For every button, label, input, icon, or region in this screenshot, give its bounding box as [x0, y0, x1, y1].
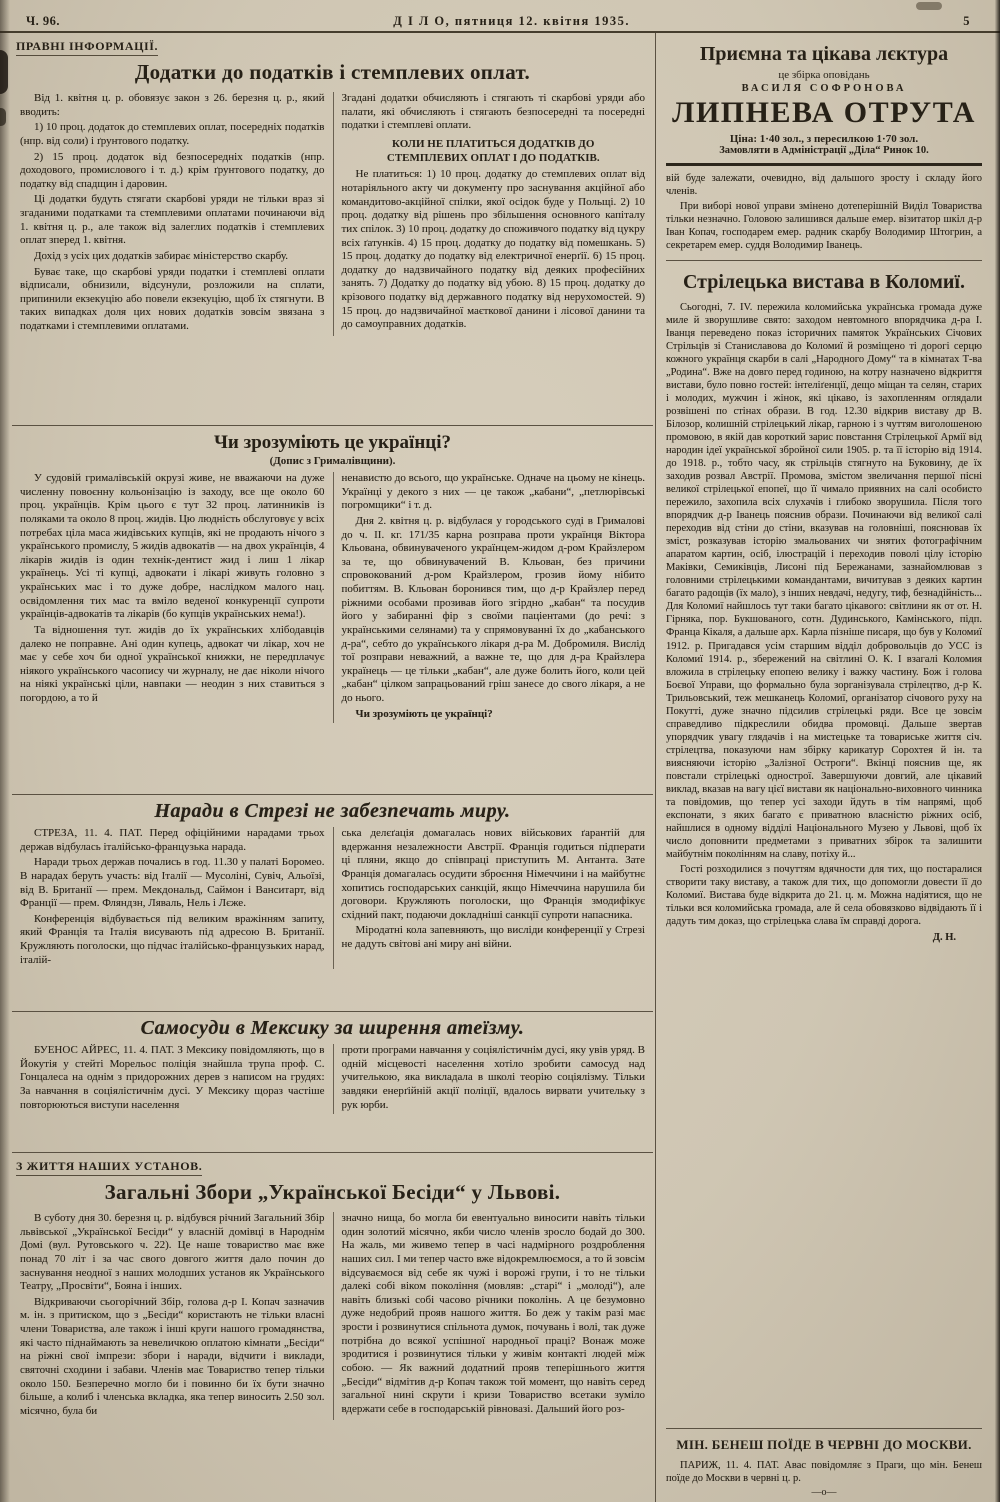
- masthead: [0, 0, 1000, 33]
- ad-price: Ціна: 1·40 зол., з пересилкою 1·70 зол.: [729, 133, 919, 145]
- article-columns: [12, 92, 653, 336]
- paragraph: 1) 10 проц. додаток до стемплевих оплат, посередніх податків (нпр. від соли) і ґрунтового податку.: [20, 121, 325, 147]
- column-1: [12, 92, 333, 336]
- article-columns: [12, 827, 653, 969]
- article-columns: [12, 1044, 653, 1114]
- scan-artifact: [0, 108, 6, 126]
- paragraph: ська делєґація домагалась нових військових ґарантій для вдержання незалежности Австрії. Франція годиться підперати ці пляни, якщо до співпраці приступить М. Антанта. Зате Франція домагалась осудити зброєння Німеччини і на майбутнє хопитись господарських санкцій, якщо Німеччина нарушила би договори. Кружляють поголоски, що Франція змодифікує східний пакт, подаючи докладніші санкції супроти напасника.: [341, 827, 645, 921]
- horizontal-rule: [666, 163, 982, 166]
- article-stresa-talks: [12, 795, 653, 1012]
- paragraph: Чи зрозуміють це українці?: [355, 707, 493, 720]
- paragraph: Та відношення тут. жидів до їх українських хлібодавців далеко не поправне. Ані один купець, адвокат чи лікар, хоч не має у себе хоч би одної української книжки, не передплачує ніякого українського часопису чи журналу, не дає ніколи нічого на ніякі українські ціли, навпаки — неодин з них ставиться з погордою, а то й: [20, 623, 325, 704]
- column-1: [12, 827, 333, 969]
- article-mexico-lynchings: [12, 1012, 653, 1153]
- paragraph: Наради трьох держав почались в год. 11.30 у палаті Боромео. В нарадах беруть участь: від Італії — Мусоліні, Сувіч, Альоїзі, від В. Британії — прем. Мекдональд, Саймон і Ванситарт, від Франції — прем. Фляндзн, Ляваль, Нель і Лєже.: [20, 856, 325, 910]
- section-end-mark: —о—: [811, 1487, 837, 1498]
- article-headline: Наради в Стрезі не забезпечать миру.: [154, 800, 511, 822]
- scan-artifact: [916, 2, 942, 10]
- ad-headline: Приємна та цікава лєктура: [699, 43, 949, 65]
- section-kicker: ПРАВНІ ІНФОРМАЦІЇ.: [16, 39, 158, 56]
- paragraph: ненавистю до всього, що українське. Одначе на цьому не кінець. Українці у декого з них — це також „кабани“, „петлюрівські погромщики“ і т. д.: [341, 472, 645, 512]
- author-signature: Д. Н.: [932, 931, 956, 943]
- article-headline: Загальні Збори „Української Бесіди“ у Львові.: [104, 1180, 561, 1204]
- paragraph: Не платиться: 1) 10 проц. додатку до стемплевих оплат від нотаріяльного акту чи документу про заснування акційної або командитово-акційної спілки, якої осідок буде у Польщі. 2) 10 проц. додатку від рішень про збільшення основного капіталу тих спілок. 3) 10 проц. додатку до споживчого податку від цукру всіх ґатунків. 4) 15 проц. додатку до податку від помешкань. 5) 15 проц. додатку до податку від електричної енерґії. 6) 15 проц. додатку до надзвичайного податку від деяких професійних занять. 7) Додатку до податку від убою. 8) 15 проц. додатку до крізового податку від державного податку від нерухомостей. 9) 15 проц. до надзвичайної маєткової данини і лісової данини та до самоуправних додатків.: [341, 168, 645, 331]
- article-subtitle: (Допис з Грималівщини).: [269, 455, 396, 467]
- issue-number: Ч. 96.: [26, 14, 61, 28]
- left-zone: [0, 33, 656, 1502]
- article-tax-supplements: [12, 33, 653, 426]
- paragraph: проти програми навчання у соціялістичнім дусі, яку увів уряд. В одній місцевості населення хотіло зробити самосуд над учителькою, яка викладала в школі теорію соціялізму. Тільки завдяки енерґійній акції поліції, вдалось вирвати учительку з рук юрби.: [341, 1044, 645, 1111]
- ad-order-info: Замовляти в Адміністрації „Діла“ Ринок 10.: [719, 145, 929, 156]
- paragraph: Згадані додатки обчисляють і стягають ті скарбові уряди або палати, які обчисляють і стягають безпосередні та посередні податки і стемплеві оплати.: [341, 92, 645, 132]
- paragraph: При виборі нової управи змінено дотеперішній Виділ Товариства тільки незначно. Головою залишився дальше емер. візитатор шкіл д-р Іван Копач, господарем емер. радник скарбу Володимир Штогрин, а секретарем емер. суддя Володимир Іванець.: [666, 201, 982, 252]
- scan-edge-line: [995, 0, 1000, 1502]
- paragraph: Ці додатки будуть стягати скарбові уряди не тільки враз зі згаданими податками та стемплевими оплатами починаючи від 1. квітня ц. р., але також від залеглих податків і стемплевих оплат зперед 1. квітня.: [20, 193, 325, 247]
- scan-artifact: [0, 50, 8, 94]
- horizontal-rule: [666, 260, 982, 261]
- book-advertisement: [666, 33, 982, 156]
- article-besida-assembly: [12, 1153, 653, 1502]
- ad-book-title: ЛИПНЕВА ОТРУТА: [672, 96, 976, 129]
- column-1: [12, 1044, 333, 1114]
- page-content: [0, 33, 1000, 1502]
- masthead-title-date: Д І Л О, пятниця 12. квітня 1935.: [393, 14, 631, 28]
- article-benes-moscow: [666, 1422, 982, 1498]
- right-zone: [656, 33, 1000, 1502]
- ad-author: ВАСИЛЯ СОФРОНОВА: [741, 83, 907, 94]
- paragraph: Дня 2. квітня ц. р. відбулася у городського суді в Грималові до ч. II. кг. 171/35 карна розправа проти українця Віктора Кльована, обвинуваченого українцем-жидом д-ром Крайзлером за те, що обвинувачений В. Кльован, без причини спровокований д-ром Крайзлером, грозив йому нібито побиттям. В. Кльован боронився тим, що д-р Крайзлер перед ріжними особами прозивав його згірдно „кабан“ та посудив його у забиранні фір з своїми паціентами (до речі: з українськими селянами) та у спрямовуванні їх до „кабанського д-ра“, себто до українського лікаря д-ра М. Добромиля. Вислід тої розправи неважний, а важне те, що для д-ра Крайзлера українець — це тільки „кабан“, але дуже болить його, коли цей „кабан“ цілком запрацьований гріш занесе до свого лікаря, а не до нього.: [341, 514, 645, 704]
- column-1: [12, 472, 333, 723]
- paragraph: БУЕНОС АЙРЕС, 11. 4. ПАТ. З Мексику повідомляють, що в Йокутія у стейті Морельос поліція знайшла трупа проф. С. Гонцалеса на однім з придорожних дерев з написом на грудях: За навчання в соціялістичнім дусі. У Мексику щораз частіше повторюються виступи населення: [20, 1044, 325, 1111]
- column-2: [333, 1212, 654, 1420]
- paragraph: У судовій грималівській окрузі живе, не вважаючи на дуже численну повоєнну кольонізацію із заходу, все ще около 60 проц. українців. Крім цього є тут 32 проц. латинників із поляками та около 8 проц. жидів. Цю людність обслуговує у всіх потребах ціла маса жидівських купців, які не продають нічого з українського промислу, 5 жидів адвокатів — на двох українців, 4 лікарів жидів із один технік-дентист жид і лиш 1 лікар українець. Усі ті купці, адвокати і лікарі живуть головно з українських мас і то дуже добре, наслідком малого нац. освідомлення тих мас та вміло веденої конкуренції супроти українців-адвокатів та лікарів (бо купців українських нема!).: [20, 472, 325, 621]
- paragraph: значно нища, бо могла би евентуально виносити навіть тільки один золотий місячно, якби число членів зросло бодай до 300. На жаль, ми живемо тепер в часі надмірного роздроблення наших сил. І ми тепер часто вже відокремлюємося, а то й зовсім відсуваємося від себе як чужі і ворожі групи, і то не тільки далекі собі віком покоління (мовляв: „старі“ і „молоді“), але навіть близькі собі часово річники поколінь. А це безумовно дуже недобрий прояв нашого життя. Бо деж у такім разі має зрости і розвинутися спільнота думок, почувань і волі, так дуже потрібна до всякої успішної народньої праці? Вонаж може зродитися і розвинутися тільки у живім контакті людей між собою. — Як важний додатний прояв теперішнього життя „Бесіди“ відмітив д-р Копач також той момент, що навіть серед загальної нині скрути і кризи Товариство всетаки зуміло вдержати себе в господарській рівновазі. Дальший його роз-: [341, 1212, 645, 1415]
- article-will-ukrainians-understand: [12, 426, 653, 795]
- paragraph: Буває таке, що скарбові уряди податки і стемплеві оплати відписали, обнизили, відсунули, розложили на сплати, припинили екзекуцію або повели екзекуцію, щоб їх стягнути. В таких випадках доля цих нових додатків зовсім звязана з податками і стемплевими оплатами.: [20, 265, 325, 332]
- paragraph: ПАРИЖ, 11. 4. ПАТ. Авас повідомляє з Праги, що мін. Бенеш поїде до Москви в червні ц. р.: [666, 1459, 982, 1484]
- scan-edge-shadow: [0, 0, 10, 1502]
- paragraph: Міродатні кола запевняють, що висліди конференції у Стрезі не дадуть світові ані миру ані війни.: [341, 924, 645, 950]
- column-2: [333, 472, 654, 723]
- paragraph: Гості розходилися з почуттям вдячности для тих, що постаралися створити таку виставу, а також для тих, що допомогли довести її до Коломиї. Вистава буде відкрита до 21. ц. м. Можна надіятися, що не тільки вся коломийська громада, але й села обовязково відвідають її і дадуть тим доказ, що стрілецька слава їм справді дорога.: [666, 863, 982, 927]
- column-2: [333, 92, 654, 336]
- column-1: [12, 1212, 333, 1420]
- article-headline: МІН. БЕНЕШ ПОЇДЕ В ЧЕРВНІ ДО МОСКВИ.: [676, 1436, 972, 1452]
- besida-article-continuation: [666, 172, 982, 254]
- paragraph: 2) 15 проц. додаток від безпосередніх податків (нпр. доходового, промислового і т. д.) крім ґрунтового податку, до податку від спадщин і даровин.: [20, 150, 325, 190]
- column-2: [333, 827, 654, 969]
- section-kicker: З ЖИТТЯ НАШИХ УСТАНОВ.: [16, 1159, 202, 1176]
- article-riflemen-exhibition: [666, 267, 982, 946]
- paragraph: Конференція відбувається під великим вражінням запиту, який Франція та Італія висувають під адресою В. Британії. Кружляють поголоски, що підчас італійсько-французьких нарад, італій-: [20, 912, 325, 966]
- article-headline: Самосуди в Мексику за ширення атеїзму.: [140, 1017, 525, 1039]
- article-columns: [12, 1212, 653, 1420]
- paragraph: В суботу дня 30. березня ц. р. відбувся річний Загальний Збір львівської „Української Бесіди“ у власній домівці в Народнім Домі (вул. Рутовського ч. 22). Це наше товариство має вже понад 70 літ і за час свого довгого життя дало почин до заснування неодної з наших молодших установ як Українського Театру, „Просвіти“, Бояна і інших.: [20, 1212, 325, 1293]
- paragraph: Дохід з усіх цих додатків забирає міністерство скарбу.: [34, 249, 288, 262]
- paragraph: СТРЕЗА, 11. 4. ПАТ. Перед офіційними нарадами трьох держав відбулась італійсько-французька нарада.: [20, 827, 325, 853]
- paragraph: Сьогодні, 7. IV. пережила коломийська українська громада дуже миле й зворушливе свято: заходом невтомного впорядчика д-ра І. Іванця переведено показ історичних памяток Українських Січових Стрільців зі Станиславова до Коломиї й розміщено ті дорогі серцю кожного українця скарби в салі „Народного Дому“ та в кімнатах Т-ва „Родина“. Вже на довго перед годиною, на котру назначено відкриття вистави, було повно гостей: інтеліґенції, дещо міщан та селян, старих і молодих, мужчин і жінок, які цікаво, із захопленням оглядали розвішені по стінах образи. В год. 12.30 відкрив виставу др В. Білозор, колишній стрілецький лікар, гарною і з чуттям виголошеною промовою, в якій дав короткий зарис повстання Стрілецької Армії від народин ідеї української збройної сили 1905. р. та її історію від 1914. до 1918. р., тобто часу, як стрільців стягнуто на Буковину, де їх заходив розвал Австрії. Промова, змістом звеличання першої пісні великої стрілецької епопеї, що її чимало приявних на салі особисто пережило, захопила всіх слухачів і глибоко зворушила. Після того впорядчик д-р Іванець пояснив образи. Починаючи від великої салі переходив від стіни до стіни, вказував на головніші, пояснював їх зміст, розказував історію змальованих чи знятих фотографічним апаратом картин, осіб, ілюстрацій і переходив поволі цілу історію Маківки, Семиківців, Лисоні під Бережанами, зазнайомлював з головними стрілецькими командантами, вичитував з деяких картин багато радощів (їх мало), з інших невдачі, недугу, тиф, безнадійність... Для Коломиї найшлось тут таки багато цікавого: світлини як от от. Н. Гірняка, пор. Букшованого, сотн. Дудинського, Камінського, підп. Франца Кікаля, а дальше арх. Карла пізніше писаря, що був у Коломиї 1912. р. Пригадався усім старшим відділ добровольців до УСС із Коломиї 1914. р., збережений на світлині О. К. І взагалі Коломия вложила в стрілецьку епопею велику і важку частину. Бож і голова Боєвої Управи, що формально була зорганізувала стрілецтво, д-р К. Трильовський, теж мешканець Коломиї, організатор січового руху на Покутті, дуже значно підсилив стрілецькі ряди. Все це зовсім справедливо підкреслили обидва промовці. Дальше звертав упорядчик увагу глядачів і на мистецьке та товариське життя січ. стрілецтва, показуючи нам збірку карикатур Сорохтея й ін. та виясняючи історію „Залізної Остроги“. Вкінці пояснив ще, як повстали стрілецькі однострої. Завершуючи довгий, але цікавий виклад, вказав на вагу цієї вистави як національно-виховного чинника та повідомив, що тепер усі заходи йдуть в тім напрямі, щоб експонати, з яких багато є приватною власністю ріжних осіб, найшлися в одному відділі Національного Музею у Львові, щоб їх число доповнити предметами з приватних збірок та залишити майбутнім поколінням на славу, потіху й...: [666, 302, 982, 860]
- paragraph: Від 1. квітня ц. р. обовязує закон з 26. березня ц. р., який вводить:: [20, 92, 325, 118]
- paragraph: Відкриваючи сьогорічний Збір, голова д-р І. Копач зазначив м. ін. з притиском, що з „Бесіди“ користають не тільки власні члени Товариства, але також і інші круги нашого громадянства, які часто піднаймають за невеличкою оплатою кімнати „Бесіди“ на ріжні свої імпрези: збори і наради, відчити і виклади, святочні сходини і забави. Членів має Товариство тепер тільки около 150. Безперечно могло би і повинно би їх бути значно більше, а колиб і членська вкладка, яка тепер виносить 2.50 зол. місячно, була би: [20, 1295, 325, 1417]
- horizontal-rule: [666, 1428, 982, 1429]
- article-columns: [12, 472, 653, 723]
- article-headline: Чи зрозуміють це українці?: [213, 432, 452, 453]
- article-headline: Стрілецька вистава в Коломиї.: [682, 271, 965, 294]
- page-number: 5: [963, 14, 970, 28]
- ad-subline: це збірка оповідань: [778, 69, 870, 81]
- column-2: [333, 1044, 654, 1114]
- article-headline: Додатки до податків і стемплевих оплат.: [134, 60, 531, 84]
- paragraph: вій буде залежати, очевидно, від дальшого зросту і складу його членів.: [666, 173, 982, 198]
- article-subhead: КОЛИ НЕ ПЛАТИТЬСЯ ДОДАТКІВ ДО СТЕМПЛЕВИХ ОПЛАТ І ДО ПОДАТКІВ.: [386, 137, 600, 165]
